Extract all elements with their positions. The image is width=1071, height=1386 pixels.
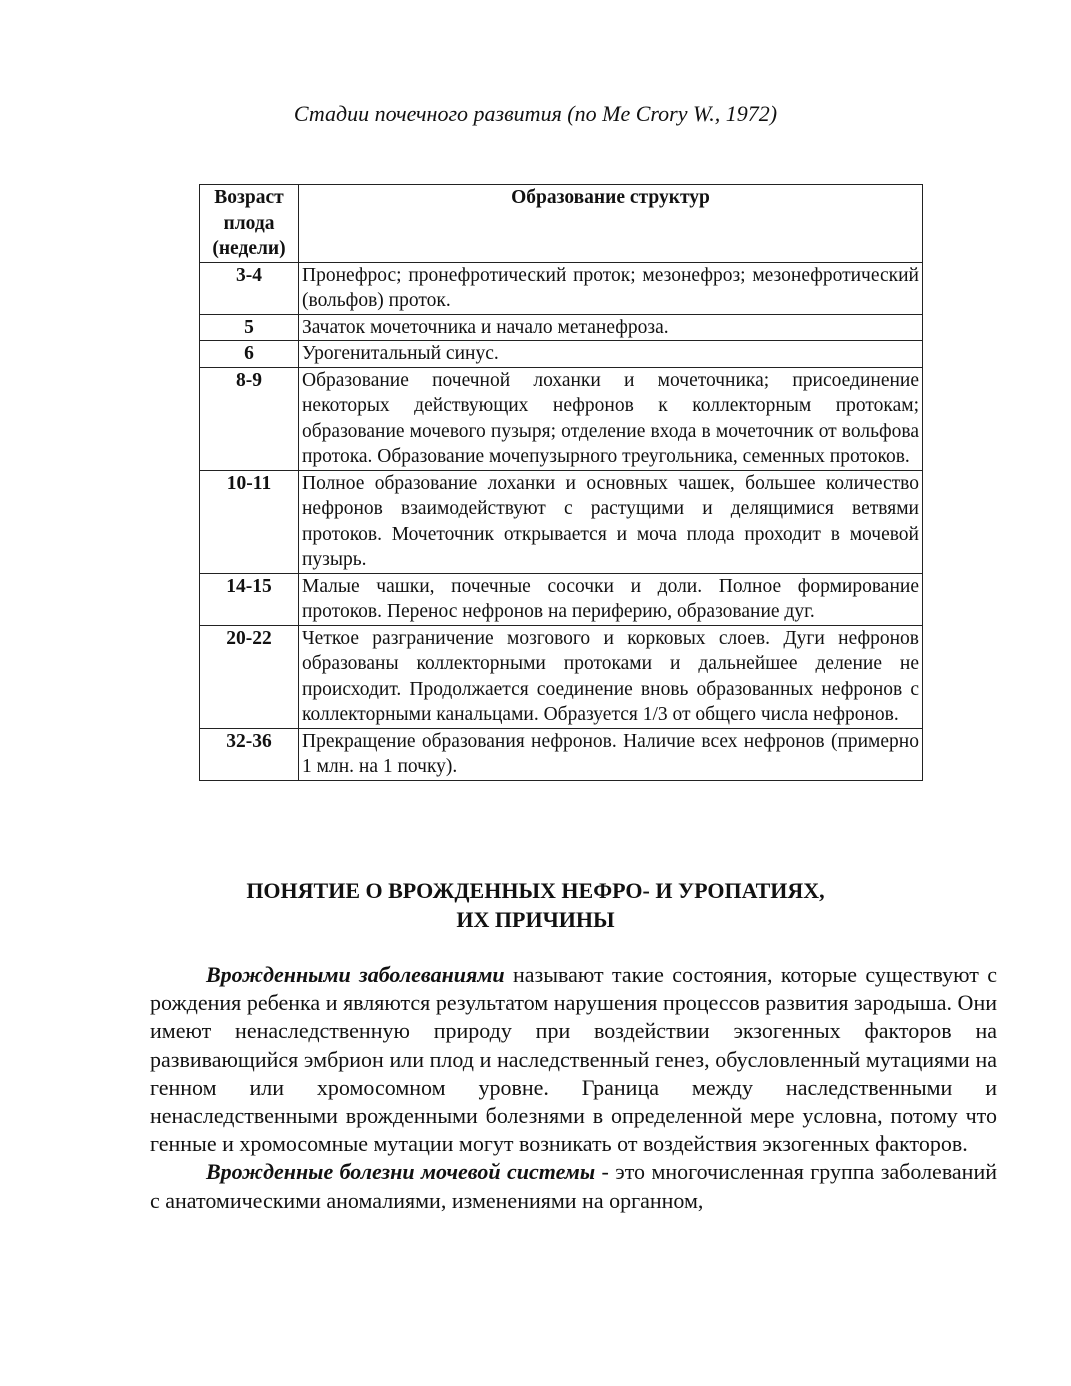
row-description-cell: Образование почечной лоханки и мочеточника; присоединение некоторых действующих нефронов к коллекторным протокам; образование мочевого пузыря; отделение входа в мочеточник от вольфова протока. Образование мочепузырного треугольника, семенных протоков.	[299, 367, 923, 470]
table-row	[200, 728, 923, 780]
row-age-cell: 32-36	[200, 728, 299, 780]
table-row	[200, 314, 923, 341]
table-row	[200, 262, 923, 314]
paragraph-1-text: называют такие состояния, которые существуют с рождения ребенка и являются результатом нарушения процессов развития зародыша. Они имеют ненаследственную природу при воздействии экзогенных факторов на развивающийся эмбрион или плод и наследственный генез, обусловленный мутациями на генном или хромосомном уровне. Граница между наследственными и ненаследственными врожденными болезнями в определенной мере условна, потому что генные и хромосомные мутации могут возникать от воздействия экзогенных факторов.	[150, 962, 997, 1157]
row-age-cell: 20-22	[200, 625, 299, 728]
row-description-cell: Пронефрос; пронефротический проток; мезонефроз; мезонефротический (вольфов) проток.	[299, 262, 923, 314]
section-heading-line-2: ИХ ПРИЧИНЫ	[456, 907, 615, 932]
paragraph-2-term: Врожденные болезни мочевой системы	[206, 1159, 596, 1185]
row-description-cell: Прекращение образования нефронов. Наличие всех нефронов (примерно 1 млн. на 1 почку).	[299, 728, 923, 780]
table-row	[200, 341, 923, 368]
row-age-cell: 10-11	[200, 470, 299, 573]
paragraph-1-term: Врожденными заболеваниями	[206, 962, 505, 987]
table-header-row	[200, 185, 923, 263]
row-age-cell: 3-4	[200, 262, 299, 314]
row-description-cell: Полное образование лоханки и основных чашек, большее количество нефронов взаимодействуют с растущими и делящимися ветвями протоков. Мочеточник открывается и моча плода проходит в мочевой пузырь.	[299, 470, 923, 573]
row-age-cell: 8-9	[200, 367, 299, 470]
body-text	[150, 961, 997, 1215]
row-description-cell: Четкое разграничение мозгового и корковых слоев. Дуги нефронов образованы коллекторными протоками и дальнейшее деление не происходит. Продолжается соединение вновь образованных нефронов с коллекторными канальцами. Образуется 1/3 от общего числа нефронов.	[299, 625, 923, 728]
row-age-cell: 5	[200, 314, 299, 341]
row-age-cell: 6	[200, 341, 299, 368]
row-age-cell: 14-15	[200, 573, 299, 625]
section-heading	[0, 876, 1071, 934]
row-description-cell: Малые чашки, почечные сосочки и доли. Полное формирование протоков. Перенос нефронов на периферию, образование дуг.	[299, 573, 923, 625]
table-row	[200, 470, 923, 573]
section-heading-line-1: ПОНЯТИЕ О ВРОЖДЕННЫХ НЕФРО- И УРОПАТИЯХ,	[246, 878, 825, 903]
age-column-header: Возраст плода (недели)	[200, 185, 299, 263]
table-caption: Стадии почечного развития (по Me Crory W., 1972)	[293, 101, 778, 126]
table-body	[200, 262, 923, 780]
row-description-cell: Урогенитальный синус.	[299, 341, 923, 368]
table-row	[200, 367, 923, 470]
paragraph-2	[150, 1158, 997, 1214]
row-description-cell: Зачаток мочеточника и начало метанефроза.	[299, 314, 923, 341]
structures-column-header: Образование структур	[299, 185, 923, 263]
kidney-development-table	[199, 184, 923, 781]
paragraph-2-text: - это многочисленная группа заболеваний с анатомическими аномалиями, изменениями на органном,	[150, 1159, 997, 1213]
table-row	[200, 625, 923, 728]
paragraph-1	[150, 961, 997, 1158]
table-row	[200, 573, 923, 625]
